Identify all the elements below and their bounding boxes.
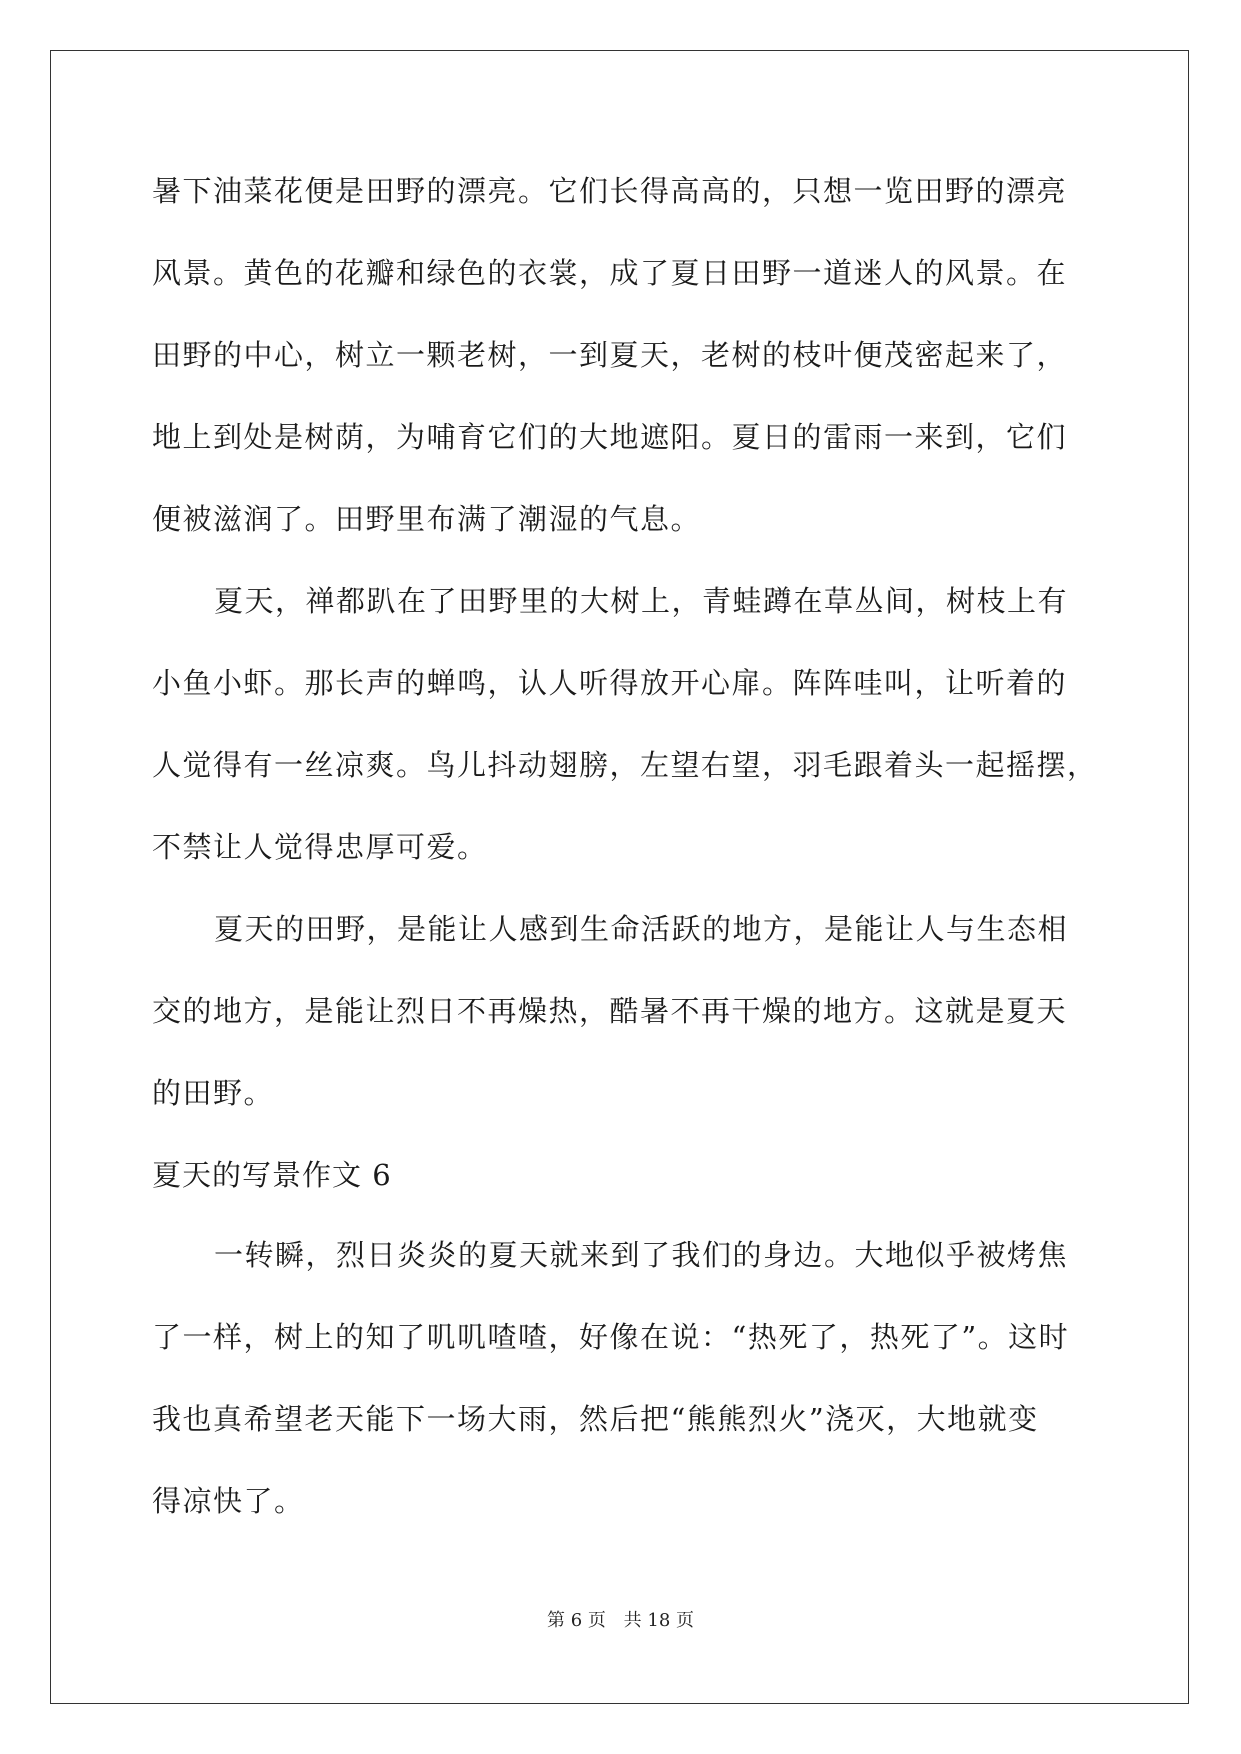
page-total: 共 18 页 bbox=[623, 1610, 694, 1631]
text-line: 一转瞬，烈日炎炎的夏天就来到了我们的身边。大地似乎被烤焦 bbox=[214, 1238, 1069, 1272]
text-line: 得凉快了。 bbox=[152, 1484, 305, 1518]
text-line: 便被滋润了。田野里布满了潮湿的气息。 bbox=[152, 502, 702, 536]
text-line: 地上到处是树荫，为哺育它们的大地遮阳。夏日的雷雨一来到，它们 bbox=[152, 420, 1068, 454]
page-footer bbox=[0, 1606, 1241, 1632]
text-line: 了一样，树上的知了叽叽喳喳，好像在说：“热死了，热死了”。这时 bbox=[152, 1320, 1070, 1354]
text-line: 的田野。 bbox=[152, 1076, 275, 1110]
text-line: 风景。黄色的花瓣和绿色的衣裳，成了夏日田野一道迷人的风景。在 bbox=[152, 256, 1068, 290]
text-line: 不禁让人觉得忠厚可爱。 bbox=[152, 830, 488, 864]
document-body bbox=[152, 164, 1098, 1556]
text-line: 田野的中心，树立一颗老树，一到夏天，老树的枝叶便茂密起来了， bbox=[152, 338, 1068, 372]
section-heading: 夏天的写景作文 6 bbox=[152, 1158, 392, 1192]
page-number: 第 6 页 bbox=[547, 1610, 606, 1631]
paragraph bbox=[152, 164, 1092, 574]
text-line: 夏天，禅都趴在了田野里的大树上，青蛙蹲在草丛间，树枝上有 bbox=[214, 584, 1069, 618]
paragraph bbox=[152, 574, 1098, 902]
text-line: 我也真希望老天能下一场大雨，然后把“熊熊烈火”浇灭，大地就变 bbox=[152, 1402, 1039, 1436]
text-line: 夏天的田野，是能让人感到生命活跃的地方，是能让人与生态相 bbox=[214, 912, 1069, 946]
text-line: 交的地方，是能让烈日不再燥热，酷暑不再干燥的地方。这就是夏天 bbox=[152, 994, 1068, 1028]
paragraph bbox=[152, 1228, 1092, 1556]
paragraph bbox=[152, 902, 1092, 1148]
text-line: 暑下油菜花便是田野的漂亮。它们长得高高的，只想一览田野的漂亮 bbox=[152, 174, 1068, 208]
text-line: 人觉得有一丝凉爽。鸟儿抖动翅膀，左望右望，羽毛跟着头一起摇摆， bbox=[152, 748, 1098, 782]
text-line: 小鱼小虾。那长声的蝉鸣，认人听得放开心扉。阵阵哇叫，让听着的 bbox=[152, 666, 1068, 700]
